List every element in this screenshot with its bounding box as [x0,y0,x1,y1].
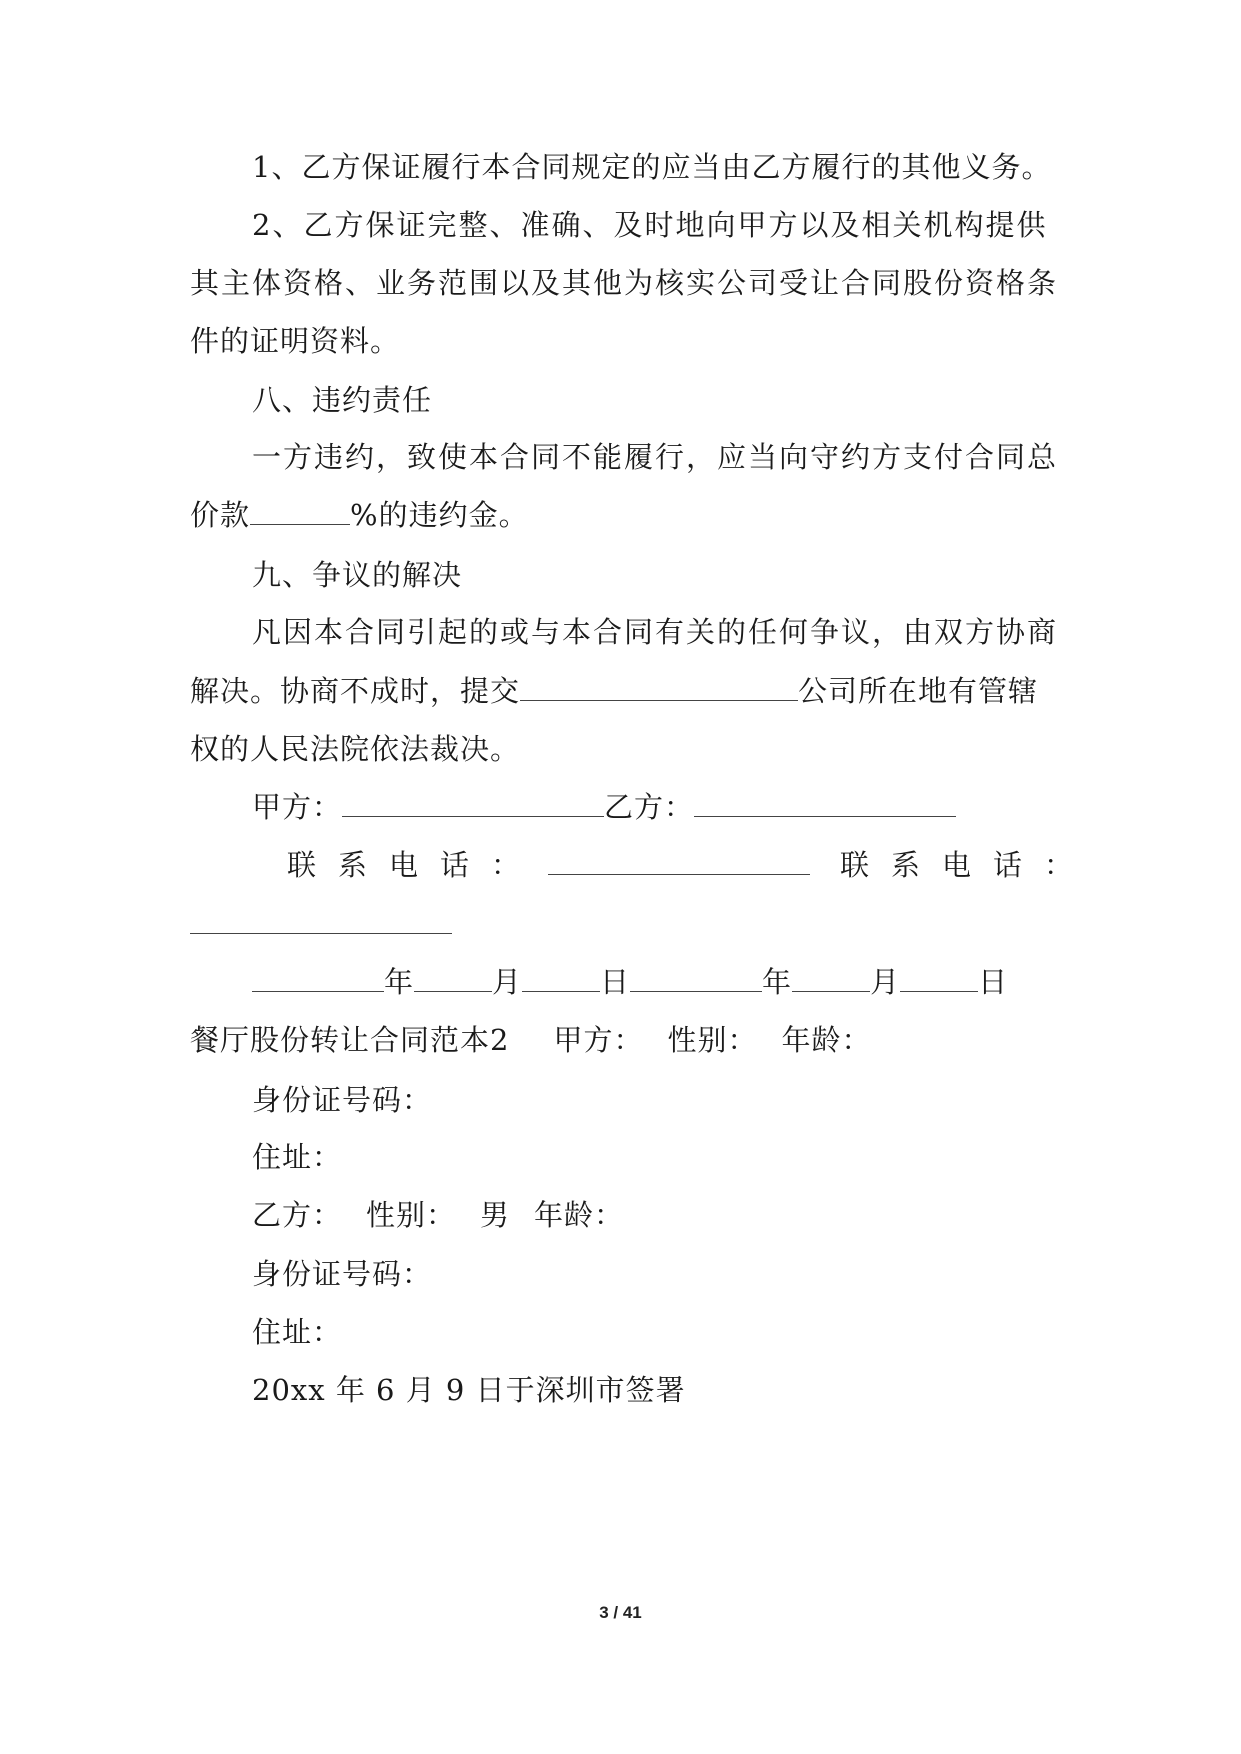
clause-dispute-line1: 凡因本合同引起的或与本合同有关的任何争议，由双方协商 [252,615,1059,649]
clause-breach-line1: 一方违约，致使本合同不能履行，应当向守约方支付合同总 [252,440,1059,474]
dispute-text-prefix: 解决。协商不成时，提交 [190,674,521,708]
signature-parties-row [252,787,956,827]
clause-obligation-2-line1: 2、乙方保证完整、准确、及时地向甲方以及相关机构提供 [252,208,1048,242]
party-a-year-blank[interactable] [252,969,384,992]
contract2-party-b-id-label: 身份证号码： [252,1257,433,1291]
party-a-phone-label: 联系电话： [287,848,543,882]
contract2-party-b-gender-value: 男 [480,1198,511,1232]
page-number: 3 / 41 [599,1603,642,1622]
dispute-text-suffix: 公司所在地有管辖 [798,674,1039,708]
party-b-phone-blank[interactable] [190,911,452,934]
contract2-header-row [190,1020,872,1060]
clause-dispute-line2 [190,671,1038,711]
party-a-year-label: 年 [384,965,415,999]
party-b-year-label: 年 [762,965,793,999]
penalty-percent-blank[interactable] [250,502,350,525]
party-b-blank[interactable] [694,794,956,817]
party-b-day-label: 日 [978,965,1009,999]
clause-dispute-line3: 权的人民法院依法裁决。 [190,732,521,766]
party-a-day-label: 日 [600,965,631,999]
contract2-title: 餐厅股份转让合同范本2 [190,1023,510,1057]
contract2-party-a-age-label: 年龄： [781,1023,872,1057]
party-a-blank[interactable] [342,794,604,817]
party-b-phone-row [190,904,452,944]
party-b-phone-label: 联系电话： [840,848,1096,882]
contract2-party-b-address-label: 住址： [252,1315,343,1349]
party-a-phone-blank[interactable] [548,852,810,875]
contract2-party-b-row [252,1195,624,1235]
clause-obligation-2-line2: 其主体资格、业务范围以及其他为核实公司受让合同股份资格条 [190,266,1059,300]
party-a-month-label: 月 [492,965,523,999]
clause-obligation-2-line3: 件的证明资料。 [190,324,401,358]
contract2-party-a-address-label: 住址： [252,1140,343,1174]
court-location-blank[interactable] [520,678,798,701]
contract2-party-a-gender-label: 性别： [667,1023,758,1057]
contract2-party-b-age-label: 年龄： [534,1198,625,1232]
signature-date-row [252,962,1008,1002]
party-b-day-blank[interactable] [900,969,978,992]
contract2-party-a-label: 甲方： [553,1023,644,1057]
signature-phone-row [287,845,1095,885]
clause-obligation-1: 1、乙方保证履行本合同规定的应当由乙方履行的其他义务。 [252,150,1052,184]
contract2-party-b-gender-label: 性别： [366,1198,457,1232]
section-heading-dispute: 九、争议的解决 [252,558,463,592]
party-a-label: 甲方： [252,790,343,824]
clause-breach-line2 [190,495,529,535]
party-b-year-blank[interactable] [630,969,762,992]
party-b-label: 乙方： [604,790,695,824]
section-heading-breach: 八、违约责任 [252,383,433,417]
breach-text-prefix: 价款 [190,498,251,532]
contract2-signing-date: 20xx 年 6 月 9 日于深圳市签署 [252,1373,686,1407]
party-a-day-blank[interactable] [522,969,600,992]
party-b-month-label: 月 [870,965,901,999]
contract2-party-a-id-label: 身份证号码： [252,1083,433,1117]
breach-text-suffix: %的违约金。 [350,498,529,532]
party-b-month-blank[interactable] [792,969,870,992]
contract2-party-b-label: 乙方： [252,1198,343,1232]
party-a-month-blank[interactable] [414,969,492,992]
